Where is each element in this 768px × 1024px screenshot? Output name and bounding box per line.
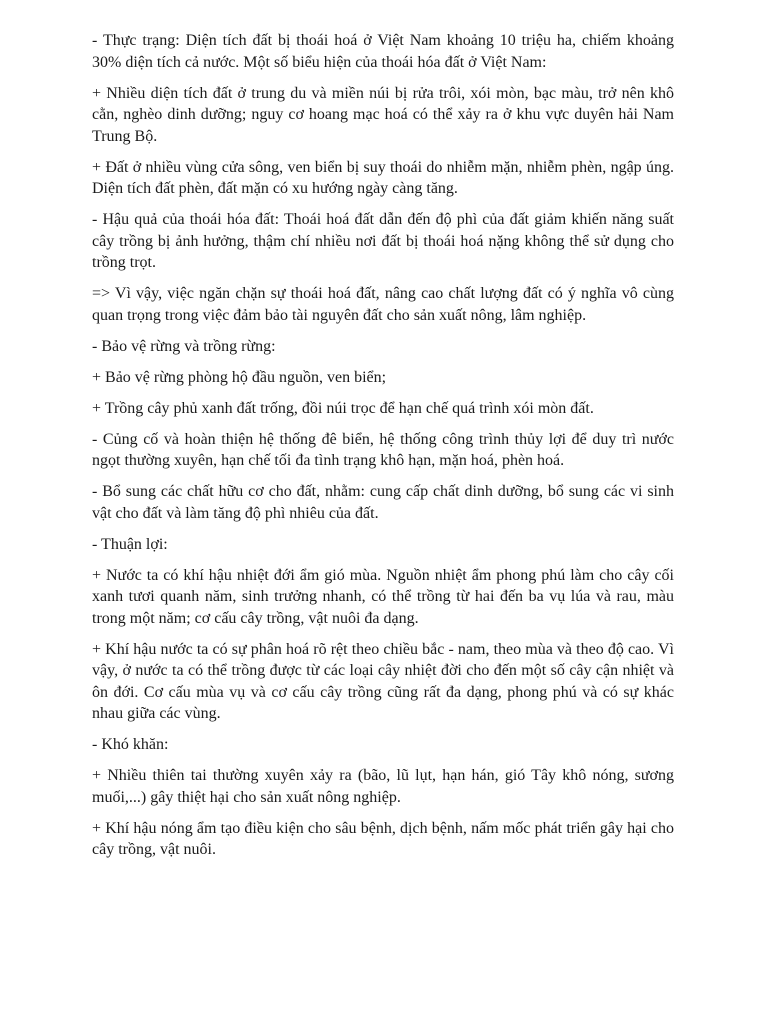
paragraph-tropical-climate: + Nước ta có khí hậu nhiệt đới ẩm gió mùa. Nguồn nhiệt ẩm phong phú làm cho cây cối xanh tươi quanh năm, sinh trưởng nhanh, có thể trồng từ hai đến ba vụ lúa và rau, màu trong một năm; cơ cấu cây trồng, vật nuôi đa dạng. [92,566,674,627]
paragraph-coastal-salinization: + Đất ở nhiều vùng cửa sông, ven biển bị suy thoái do nhiễm mặn, nhiễm phèn, ngập úng. Diện tích đất phèn, đất mặn có xu hướng ngày càng tăng. [92,158,674,197]
paragraph-midland-erosion: + Nhiều diện tích đất ở trung du và miền núi bị rửa trôi, xói mòn, bạc màu, trở nên khô cằn, nghèo dinh dưỡng; nguy cơ hoang mạc hoá có thể xảy ra ở khu vực duyên hải Nam Trung Bộ. [92,84,674,145]
paragraph-consequences: - Hậu quả của thoái hóa đất: Thoái hoá đất dẫn đến độ phì của đất giảm khiến năng suất cây trồng bị ảnh hưởng, thậm chí nhiều nơi đất bị thoái hoá nặng không thể sử dụng cho trồng trọt. [92,211,674,271]
paragraph-climate-differentiation: + Khí hậu nước ta có sự phân hoá rõ rệt theo chiều bắc - nam, theo mùa và theo độ cao. Vì vậy, ở nước ta có thể trồng được từ các loại cây nhiệt đời cho đến một số cây cận nhiệt và ôn đới. Cơ cấu mùa vụ và cơ cấu cây trồng cũng rất đa dạng, phong phú và có sự khác nhau giữa các vùng. [92,640,674,722]
document-page [92,30,674,870]
paragraph-advantages-heading: - Thuận lợi: [92,535,168,553]
paragraph-protective-forest: + Bảo vệ rừng phòng hộ đầu nguồn, ven biển; [92,368,387,386]
paragraph-reforestation: + Trồng cây phủ xanh đất trống, đồi núi trọc để hạn chế quá trình xói mòn đất. [92,399,594,417]
paragraph-forest-protection-heading: - Bảo vệ rừng và trồng rừng: [92,337,276,355]
paragraph-pests-diseases: + Khí hậu nóng ẩm tạo điều kiện cho sâu bệnh, dịch bệnh, nấm mốc phát triển gây hại cho cây trồng, vật nuôi. [92,819,674,858]
paragraph-status: - Thực trạng: Diện tích đất bị thoái hoá ở Việt Nam khoảng 10 triệu ha, chiếm khoảng 30% diện tích cả nước. Một số biểu hiện của thoái hóa đất ở Việt Nam: [92,32,674,71]
paragraph-natural-disasters: + Nhiều thiên tai thường xuyên xảy ra (bão, lũ lụt, hạn hán, gió Tây khô nóng, sương muối,...) gây thiệt hại cho sản xuất nông nghiệp. [92,767,674,806]
paragraph-conclusion: => Vì vậy, việc ngăn chặn sự thoái hoá đất, nâng cao chất lượng đất có ý nghĩa vô cùng quan trọng trong việc đảm bảo tài nguyên đất cho sản xuất nông, lâm nghiệp. [92,285,674,324]
paragraph-difficulties-heading: - Khó khăn: [92,736,169,753]
paragraph-organic-matter: - Bổ sung các chất hữu cơ cho đất, nhằm: cung cấp chất dinh dưỡng, bổ sung các vi sinh vật cho đất và làm tăng độ phì nhiêu của đất. [92,483,674,522]
paragraph-dyke-irrigation: - Củng cố và hoàn thiện hệ thống đê biển, hệ thống công trình thủy lợi để duy trì nước ngọt thường xuyên, hạn chế tối đa tình trạng khô hạn, mặn hoá, phèn hoá. [92,430,674,469]
